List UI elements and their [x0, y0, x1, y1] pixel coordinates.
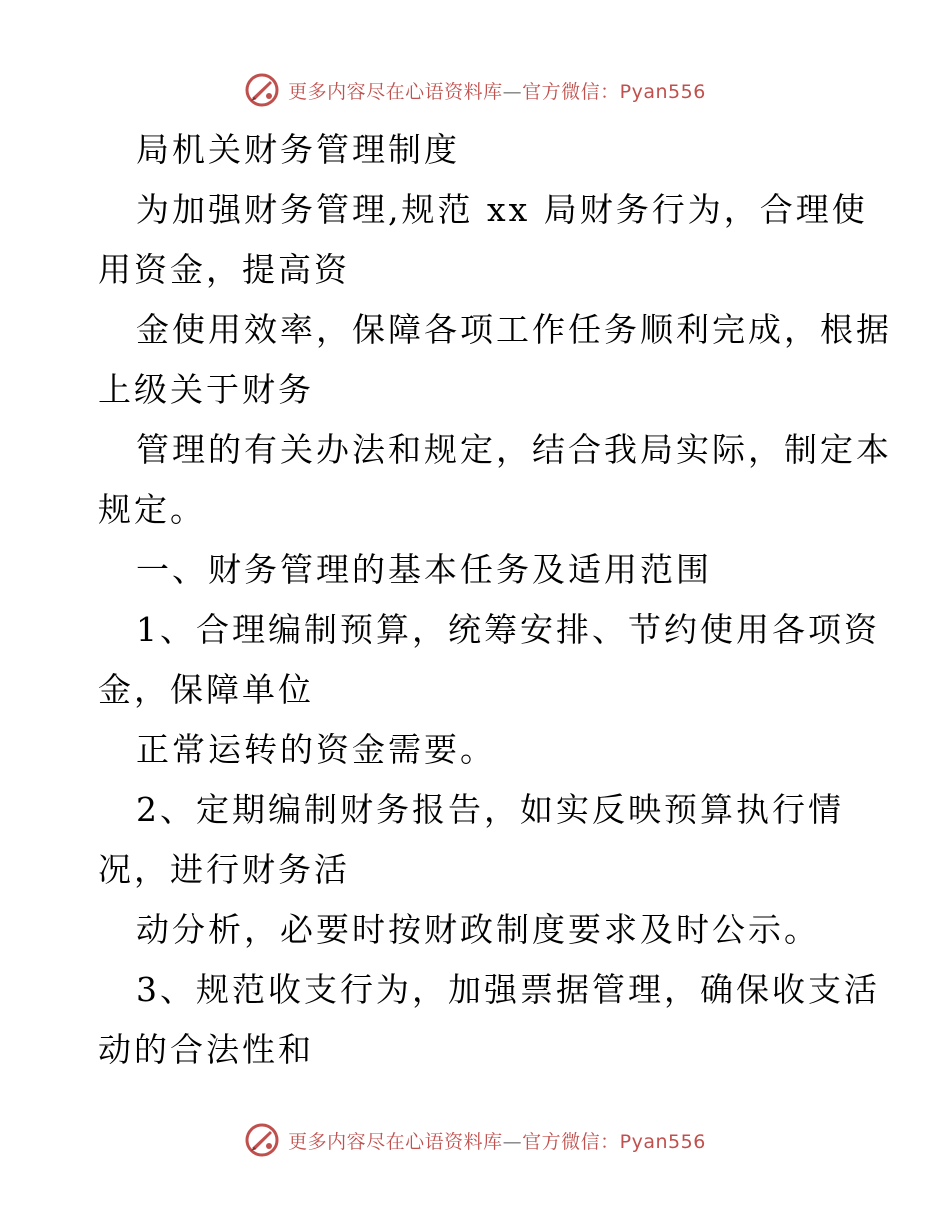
watermark-text: 更多内容尽在心语资料库—官方微信：Pyan556 [288, 80, 706, 103]
text-line: 动的合法性和 [98, 1030, 314, 1069]
quill-pen-logo-icon [244, 72, 280, 108]
text-line: 2、定期编制财务报告，如实反映预算执行情 [136, 790, 844, 829]
text-line: 况，进行财务活 [98, 850, 350, 889]
text-line: 局机关财务管理制度 [136, 130, 460, 169]
text-line: 一、财务管理的基本任务及适用范围 [136, 550, 712, 589]
watermark-footer [0, 1118, 950, 1162]
document-body [98, 120, 892, 1080]
quill-pen-logo-icon [244, 1122, 280, 1158]
text-line: 上级关于财务 [98, 370, 314, 409]
text-line: 动分析，必要时按财政制度要求及时公示。 [136, 910, 820, 949]
text-line: 正常运转的资金需要。 [136, 730, 496, 769]
text-line: 1、合理编制预算，统筹安排、节约使用各项资 [136, 610, 880, 649]
text-line: 金，保障单位 [98, 670, 314, 709]
text-line: 管理的有关办法和规定，结合我局实际，制定本 [136, 430, 892, 469]
text-line: 用资金，提高资 [98, 250, 350, 289]
watermark-header [0, 68, 950, 112]
text-line: 金使用效率，保障各项工作任务顺利完成，根据 [136, 310, 892, 349]
text-line: 为加强财务管理,规范 xx 局财务行为，合理使 [136, 190, 868, 229]
watermark-text: 更多内容尽在心语资料库—官方微信：Pyan556 [288, 1130, 706, 1153]
text-line: 规定。 [98, 490, 206, 529]
text-line: 3、规范收支行为，加强票据管理，确保收支活 [136, 970, 880, 1009]
